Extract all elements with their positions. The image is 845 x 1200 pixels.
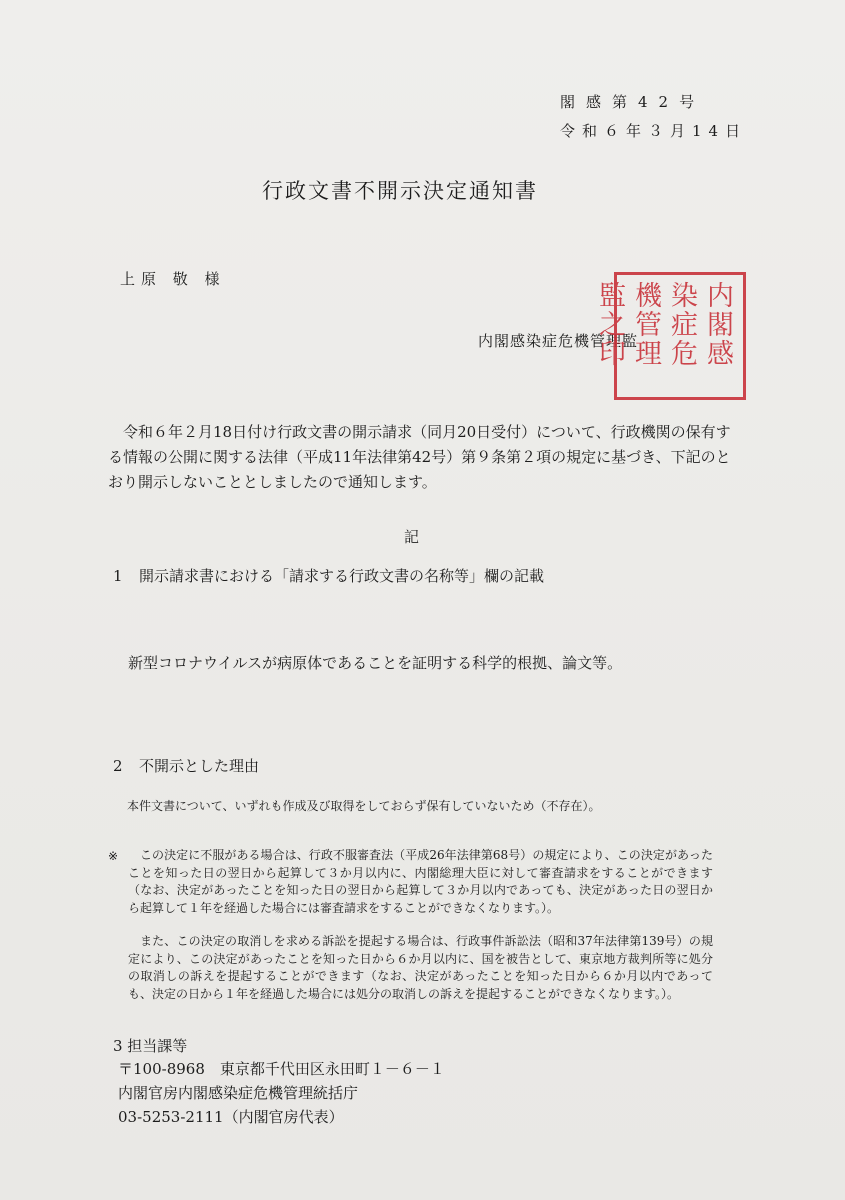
contact-office: 内閣官房内閣感染症危機管理統括庁 (118, 1084, 359, 1102)
seal-text: 内閣感染症危機管理監之印 (594, 281, 733, 368)
section-1-number: 1 (113, 567, 123, 585)
section-1-content: 新型コロナウイルスが病原体であることを証明する科学的根拠、論文等。 (128, 654, 623, 672)
section-1-heading (113, 565, 544, 586)
contact-phone: 03-5253-2111（内閣官房代表） (118, 1108, 344, 1126)
contact-address: 〒100-8968 東京都千代田区永田町１－６－１ (118, 1060, 445, 1078)
notice-body: 令和６年２月18日付け行政文書の開示請求（同月20日受付）について、行政機関の保有する情報の公開に関する法律（平成11年法律第42号）第９条第２項の規定に基づき、下記のとおり開示しないこととしましたので通知します。 (108, 423, 731, 491)
ki-marker: 記 (404, 528, 420, 546)
note-paragraph-1: この決定に不服がある場合は、行政不服審査法（平成26年法律第68号）の規定により、この決定があったことを知った日の翌日から起算して３か月以内に、内閣総理大臣に対して審査請求をすることができます（なお、決定があったことを知った日の翌日から起算して３か月以内であっても、決定があった日の翌日から起算して１年を経過した場合には審査請求をすることができなくなります。）。 (128, 848, 713, 915)
sender: 内閣感染症危機管理監 (478, 332, 639, 350)
note-mark: ※ (108, 849, 119, 863)
section-1-title: 開示請求書における「請求する行政文書の名称等」欄の記載 (139, 567, 545, 585)
section-2-heading (113, 755, 259, 776)
document-title: 行政文書不開示決定通知書 (262, 179, 538, 203)
section-2-content: 本件文書について、いずれも作成及び取得をしておらず保有していないため（不存在）。 (127, 799, 601, 813)
addressee: 上原 敬 様 (120, 270, 226, 288)
section-2-title: 不開示とした理由 (139, 757, 260, 775)
note-paragraph-2: また、この決定の取消しを求める訴訟を提起する場合は、行政事件訴訟法（昭和37年法律第139号）の規定により、この決定があったことを知った日から６か月以内に、国を被告として、東京地方裁判所等に処分の取消しの訴えを提起することができます（なお、決定があったことを知った日から６か月以内であっても、決定の日から１年を経過した場合には処分の取消しの訴えを提起することができなくなります。）。 (128, 934, 713, 1001)
section-3-heading: 3 担当課等 (113, 1037, 188, 1055)
official-seal-stamp (594, 272, 746, 400)
document-number: 閣感第42号 (560, 93, 706, 111)
document-date: 令和６年３月14日 (560, 122, 748, 140)
section-2-number: 2 (113, 757, 123, 775)
